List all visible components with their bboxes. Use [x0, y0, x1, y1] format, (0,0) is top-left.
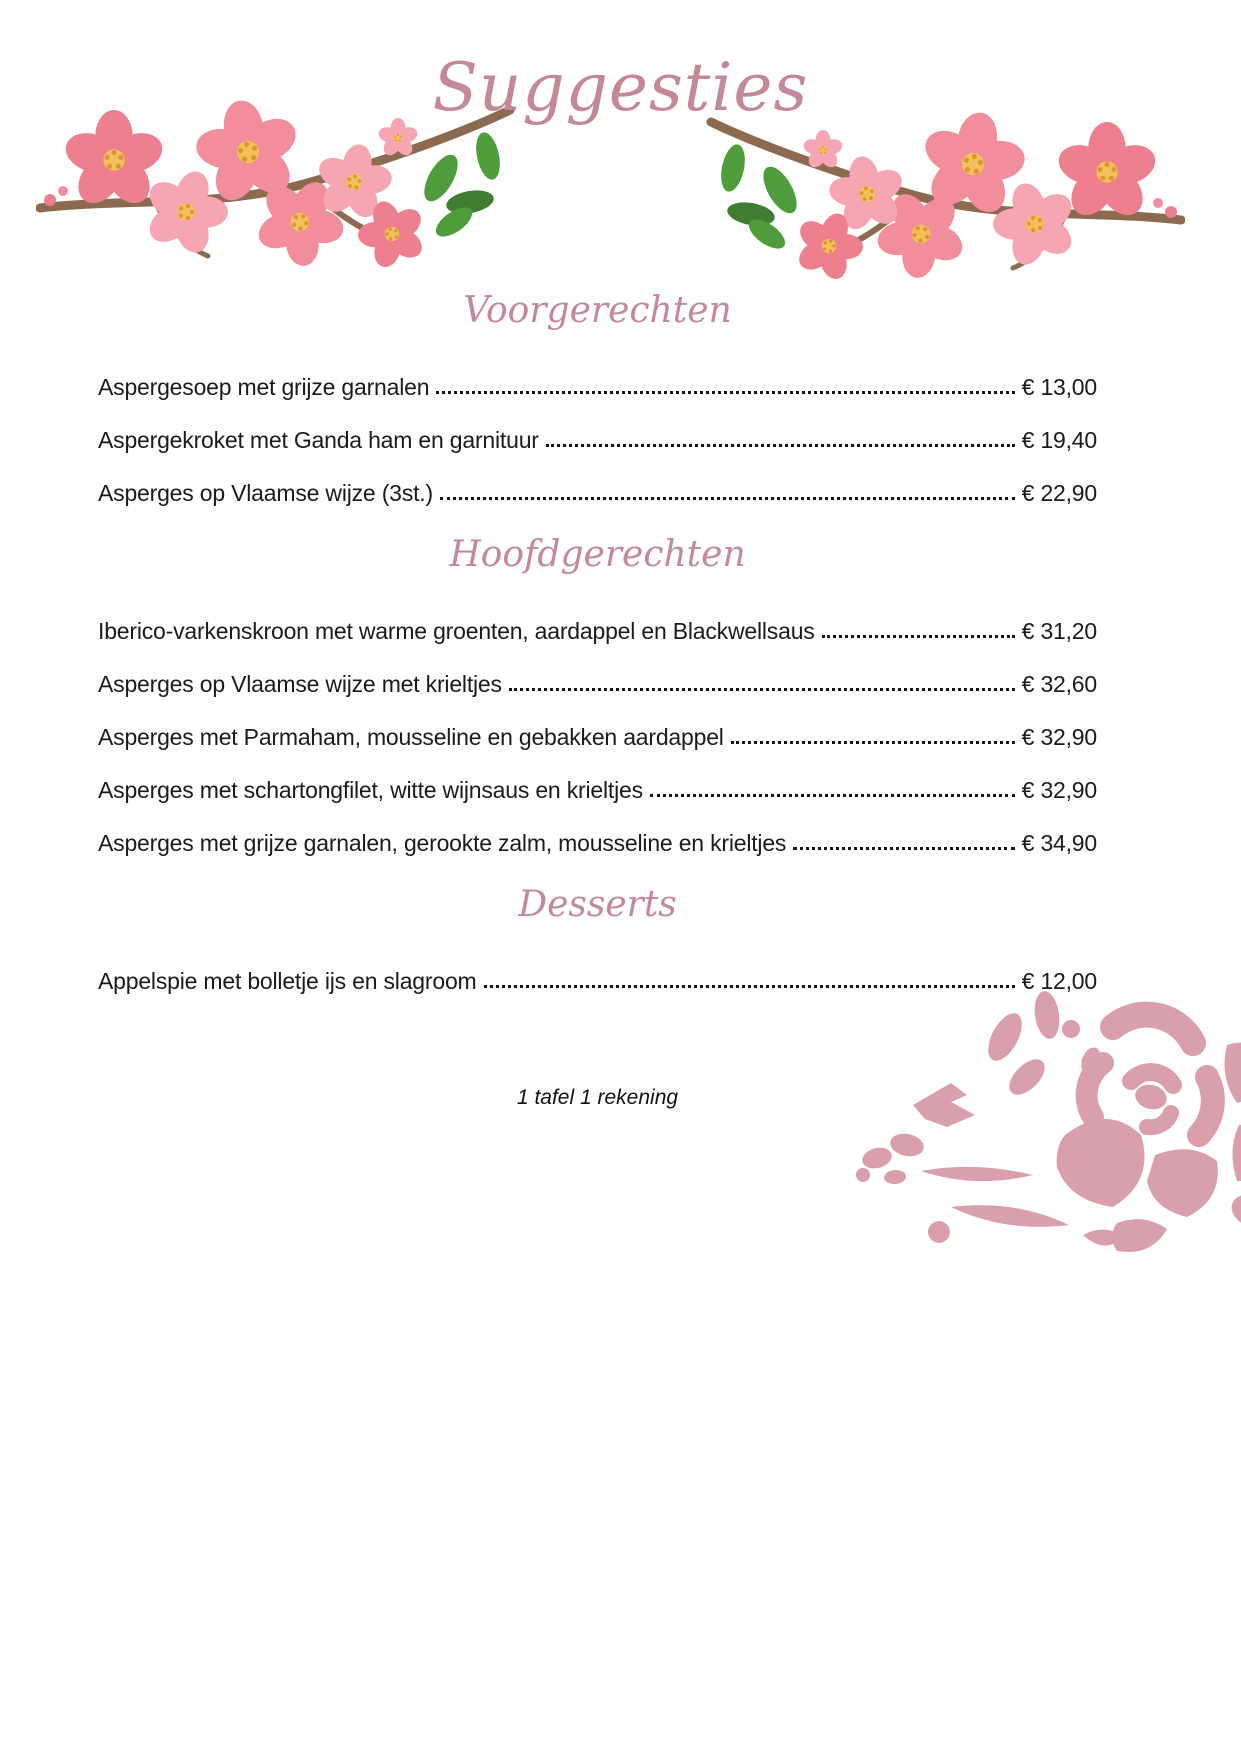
- footnote: 1 tafel 1 rekening: [516, 1086, 679, 1109]
- dish-price: € 12,00: [1021, 967, 1097, 994]
- dish-price: € 22,90: [1021, 479, 1097, 506]
- dot-leader: [546, 444, 1015, 447]
- dish-name: Asperges met grijze garnalen, gerookte zalm, mousseline en krieltjes: [98, 829, 787, 856]
- dish-name: Asperges met schartongfilet, witte wijnsaus en krieltjes: [98, 776, 643, 803]
- rose-stencil-icon: [855, 985, 1241, 1265]
- dot-leader: [650, 794, 1015, 797]
- dish-price: € 32,60: [1021, 670, 1097, 697]
- dish-price: € 19,40: [1021, 426, 1097, 453]
- section-hoofdgerechten-items: [98, 591, 1097, 856]
- dish-price: € 32,90: [1021, 776, 1097, 803]
- dish-price: € 32,90: [1021, 723, 1097, 750]
- menu-item-row: [98, 400, 1097, 453]
- dish-price: € 31,20: [1021, 617, 1097, 644]
- section-heading-desserts: Desserts: [518, 884, 677, 925]
- menu-item-row: [98, 803, 1097, 856]
- dish-name: Asperges op Vlaamse wijze (3st.): [98, 479, 433, 506]
- section-heading-voorgerechten: Voorgerechten: [463, 290, 732, 331]
- menu-item-row: [98, 591, 1097, 644]
- dish-price: € 34,90: [1021, 829, 1097, 856]
- dish-name: Aspergekroket met Ganda ham en garnituur: [98, 426, 539, 453]
- dot-leader: [731, 741, 1015, 744]
- menu-item-row: [98, 453, 1097, 506]
- dish-name: Aspergesoep met grijze garnalen: [98, 373, 430, 400]
- section-voorgerechten-items: [98, 347, 1097, 506]
- menu-item-row: [98, 750, 1097, 803]
- dot-leader: [436, 391, 1014, 394]
- dish-name: Asperges met Parmaham, mousseline en gebakken aardappel: [98, 723, 724, 750]
- menu-item-row: [98, 697, 1097, 750]
- section-heading-hoofdgerechten: Hoofdgerechten: [449, 534, 746, 575]
- blossom-branch-right-icon: [685, 92, 1185, 297]
- dot-leader: [440, 497, 1015, 500]
- menu-header: [0, 0, 1241, 288]
- dish-name: Appelspie met bolletje ijs en slagroom: [98, 967, 477, 994]
- dot-leader: [822, 635, 1015, 638]
- dot-leader: [793, 847, 1014, 850]
- page-title: Suggesties: [432, 49, 809, 126]
- menu-item-row: [98, 347, 1097, 400]
- dot-leader: [509, 688, 1015, 691]
- dish-price: € 13,00: [1021, 373, 1097, 400]
- dish-name: Iberico-varkenskroon met warme groenten, aardappel en Blackwellsaus: [98, 617, 815, 644]
- dish-name: Asperges op Vlaamse wijze met krieltjes: [98, 670, 502, 697]
- menu-item-row: [98, 644, 1097, 697]
